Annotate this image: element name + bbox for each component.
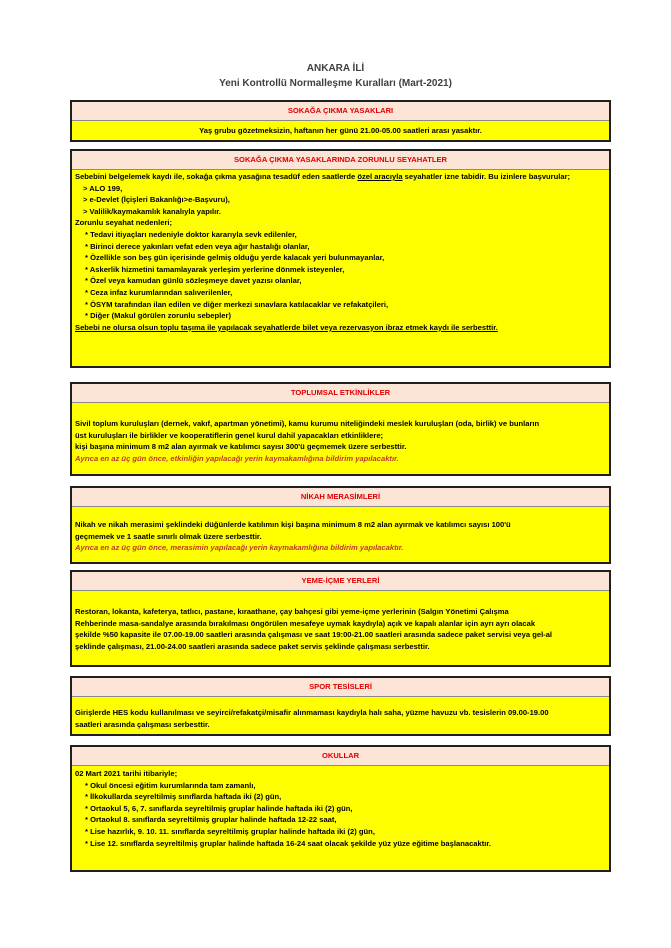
mandatory-travel-intro [75, 171, 606, 183]
reason-item: * Birinci derece yakınları vefat eden veya ağır hastalığı olanlar, [85, 241, 310, 251]
curfew-heading: SOKAĞA ÇIKMA YASAKLARI [72, 102, 609, 121]
dining-heading: YEME-İÇME YERLERİ [72, 572, 609, 591]
intro-underlined-text: özel aracıyla [357, 172, 403, 181]
reason-item: * Özellikle son beş gün içerisinde gelmiş olduğu yerde kalacak yeri bulunmayanlar, [85, 253, 385, 263]
weddings-line: Nikah ve nikah merasimi şeklindeki düğünlerde katılımın kişi başına minimum 8 m2 alan ayırmak ve katılımcı sayısı 100'ü [75, 520, 511, 529]
reasons-heading: Zorunlu seyahat nedenleri; [75, 218, 173, 228]
document-subtitle: Yeni Kontrollü Normalleşme Kuralları (Mart-2021) [219, 78, 452, 89]
channel-item: > ALO 199, [83, 183, 123, 193]
weddings-section [70, 486, 611, 564]
reason-item: * Tedavi itiyaçları nedeniyle doktor kararıyla sevk edilenler, [85, 229, 297, 239]
dining-body [72, 591, 609, 652]
weddings-body [72, 507, 609, 554]
schools-item: * Lise 12. sınıflarda seyreltilmiş gruplar halinde haftada 16-24 saat olacak şekilde yüz yüze eğitime başlanacaktır. [85, 838, 492, 848]
social-events-line: kişi başına minimum 8 m2 alan ayırmak ve katılımcı sayısı 300'ü geçmemek üzere serbesttir. [75, 442, 407, 452]
schools-intro: 02 Mart 2021 tarihi itibariyle; [75, 769, 178, 778]
schools-item: * Ortaokul 5, 6, 7. sınıflarda seyreltilmiş gruplar halinde haftada iki (2) gün, [85, 803, 353, 813]
dining-line: Restoran, lokanta, kafeterya, tatlıcı, pastane, kıraathane, çay bahçesi gibi yeme-içme yerlerinin (Salgın Yönetimi Çalışma [75, 607, 509, 616]
sports-heading: SPOR TESİSLERİ [72, 678, 609, 697]
schools-item: * Lise hazırlık, 9. 10. 11. sınıflarda seyreltilmiş gruplar halinde haftada iki (2) gün, [85, 826, 375, 836]
channel-item: > e-Devlet (İçişleri Bakanlığı>e-Başvuru), [83, 195, 230, 205]
sports-body [72, 697, 609, 730]
curfew-text: Yaş grubu gözetmeksizin, haftanın her günü 21.00-05.00 saatleri arası yasaktır. [199, 126, 482, 135]
document-title: ANKARA İLİ [306, 63, 365, 74]
reason-item: * Askerlik hizmetini tamamlayarak yerleşim yerlerine dönmek isteyenler, [85, 264, 345, 274]
social-events-line: Sivil toplum kuruluşları (dernek, vakıf, apartman yönetimi), kamu kurumu niteliğindeki meslek kuruluşları (oda, birlik) ve bunların [75, 419, 540, 428]
schools-item: * Ortaokul 8. sınıflarda seyreltilmiş gruplar halinde haftada 12-22 saat, [85, 815, 337, 825]
schools-item: * İlkokullarda seyreltilmiş sınıflarda haftada iki (2) gün, [85, 792, 282, 802]
mandatory-travel-section [70, 149, 611, 368]
sports-section [70, 676, 611, 736]
schools-section [70, 745, 611, 872]
intro-text-end: seyahatler izne tabidir. Bu izinlere başvurular; [402, 172, 571, 181]
mandatory-travel-footer: Sebebi ne olursa olsun toplu taşıma ile yapılacak seyahatlerde bilet veya rezervasyon ibraz etmek kaydı ile serbesttir. [75, 322, 498, 332]
reason-item: * Ceza infaz kurumlarından salıverilenler, [85, 287, 233, 297]
schools-heading: OKULLAR [72, 747, 609, 766]
social-events-line: üst kuruluşları ile birlikler ve kooperatiflerin genel kurul dahil yapacakları etkinliklere; [75, 430, 384, 440]
dining-line: şeklinde çalışması, 21.00-24.00 saatleri arasında sadece paket servis şeklinde çalışması serbesttir. [75, 641, 430, 651]
channel-item: > Valilik/kaymakamlık kanalıyla yapılır. [83, 206, 221, 216]
schools-item: * Okul öncesi eğitim kurumlarında tam zamanlı, [85, 780, 256, 790]
mandatory-travel-body [72, 170, 609, 333]
social-events-section [70, 382, 611, 476]
mandatory-travel-heading: SOKAĞA ÇIKMA YASAKLARINDA ZORUNLU SEYAHATLER [72, 151, 609, 170]
social-events-body [72, 403, 609, 464]
sports-line: Girişlerde HES kodu kullanılması ve seyirci/refakatçi/misafir alınmaması kaydıyla halı saha, yüzme havuzu vb. tesislerin 09.00-19.00 [75, 708, 549, 717]
reason-item: * ÖSYM tarafından ilan edilen ve diğer merkezi sınavlara katılacaklar ve refakatçileri, [85, 299, 389, 309]
dining-line: şekilde %50 kapasite ile 07.00-19.00 saatleri arasında çalışması ve saat 19:00-21.00 saatleri arasında sadece paket servisi veya gel-al [75, 630, 553, 640]
weddings-note: Ayrıca en az üç gün önce, merasimin yapılacağı yerin kaymakamlığına bildirim yapılacaktır. [75, 543, 404, 553]
weddings-heading: NİKAH MERASİMLERİ [72, 488, 609, 507]
weddings-line: geçmemek ve 1 saatle sınırlı olmak üzere serbesttir. [75, 531, 262, 541]
curfew-section [70, 100, 611, 142]
dining-section [70, 570, 611, 667]
schools-body [72, 766, 609, 849]
social-events-note: Ayrıca en az üç gün önce, etkinliğin yapılacağı yerin kaymakamlığına bildirim yapılacaktır. [75, 453, 399, 463]
dining-line: Rehberinde masa-sandalye arasında bırakılması öngörülen mesafeye uymak kaydıyla) açık ve kapalı alanlar için ayrı ayrı olacak [75, 618, 536, 628]
sports-line: saatleri arasında çalışması serbesttir. [75, 719, 210, 729]
reason-item: * Diğer (Makul görülen zorunlu sebepler) [85, 311, 231, 321]
social-events-heading: TOPLUMSAL ETKİNLİKLER [72, 384, 609, 403]
intro-text: Sebebini belgelemek kaydı ile, sokağa çıkma yasağına tesadüf eden saatlerde [75, 172, 358, 181]
reason-item: * Özel veya kamudan günlü sözleşmeye davet yazısı olanlar, [85, 276, 302, 286]
